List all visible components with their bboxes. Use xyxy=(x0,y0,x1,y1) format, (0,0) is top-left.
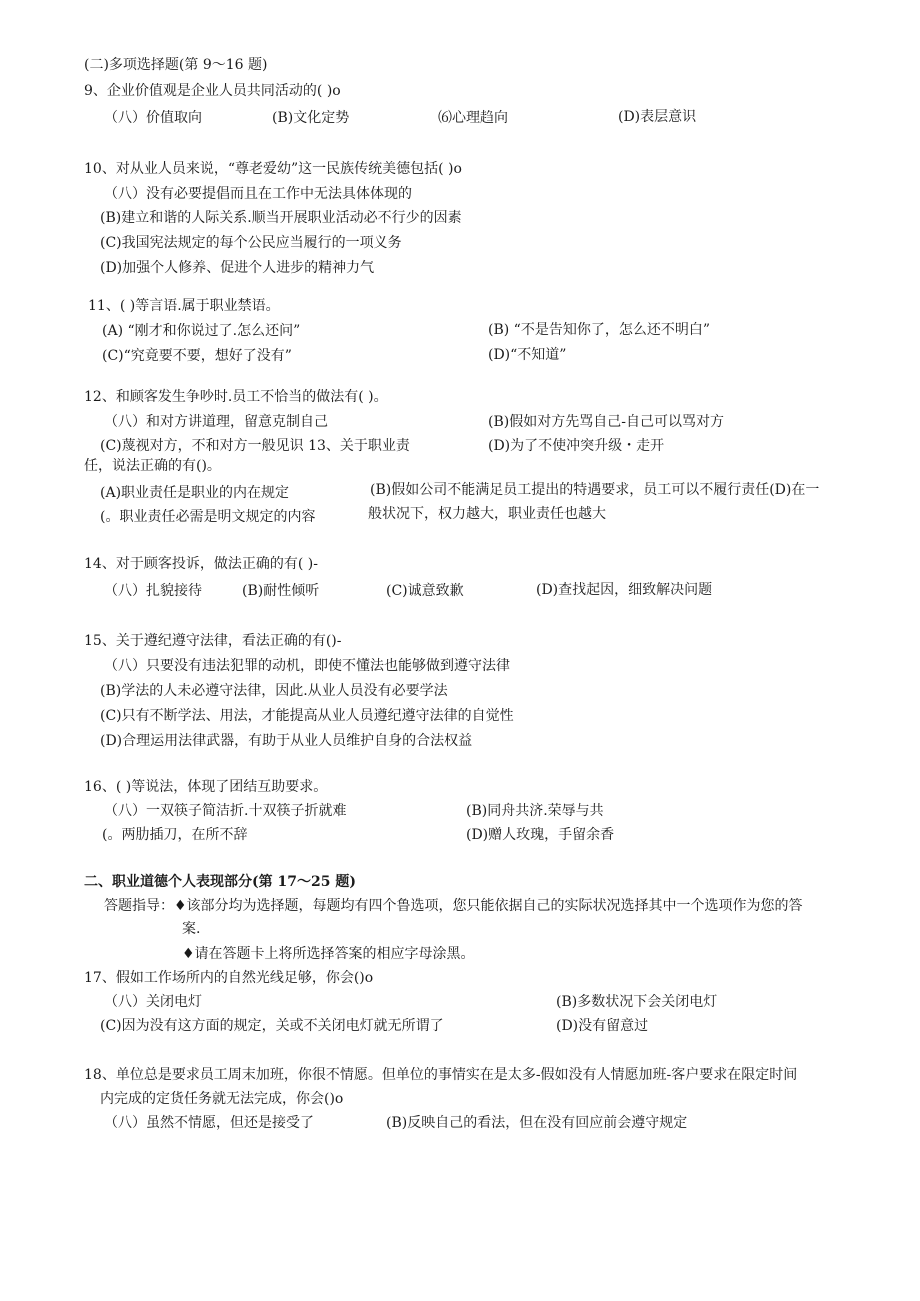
question-15-option-b: (B)学法的人未必遵守法律，因此.从业人员没有必要学法 xyxy=(100,683,448,699)
question-9-option-d: (D)表层意识 xyxy=(618,109,697,125)
question-10-option-d: (D)加强个人修养、促进个人进步的精神力气 xyxy=(100,260,375,276)
question-18-stem-line1: 18、单位总是要求员工周末加班，你很不情愿。但单位的事情实在是太多-假如没有人情愿加班-客户要求在限定时间 xyxy=(84,1067,798,1083)
question-15-option-d: (D)合理运用法律武器，有助于从业人员维护自身的合法权益 xyxy=(100,733,473,749)
question-9-option-b: (B)文化定势 xyxy=(272,110,350,126)
question-12-option-b: (B)假如对方先骂自己-自己可以骂对方 xyxy=(488,414,724,430)
answer-instruction-1-continued: 案. xyxy=(182,921,201,937)
question-12-option-c: (C)蔑视对方，不和对方一般见识 13、关于职业责 xyxy=(100,438,410,454)
question-10-option-b: (B)建立和谐的人际关系.顺当开展职业活动必不行少的因素 xyxy=(100,210,462,226)
question-9-option-c: ⑹心理趋向 xyxy=(438,110,508,126)
question-18-stem-line2: 内完成的定货任务就无法完成，你会()o xyxy=(100,1091,344,1107)
question-11-option-d: (D)“不知道” xyxy=(488,347,567,363)
section-heading-multiple-choice: (二)多项选择题(第 9～16 题) xyxy=(84,57,268,73)
question-10-option-c: (C)我国宪法规定的每个公民应当履行的一项义务 xyxy=(100,235,402,251)
question-11-stem: 11、( )等言语.属于职业禁语。 xyxy=(88,298,280,314)
question-9-stem: 9、企业价值观是企业人员共同活动的( )o xyxy=(84,83,341,99)
question-15-stem: 15、关于遵纪遵守法律，看法正确的有()- xyxy=(84,633,342,649)
question-18-option-b: (B)反映自己的看法，但在没有回应前会遵守规定 xyxy=(386,1115,688,1131)
question-12-option-a: （八）和对方讲道理，留意克制自己 xyxy=(104,414,328,430)
question-11-option-c: (C)“究竟要不要，想好了没有” xyxy=(102,348,292,364)
question-17-option-c: (C)因为没有这方面的规定，关或不关闭电灯就无所谓了 xyxy=(100,1018,444,1034)
question-17-option-a: （八）关闭电灯 xyxy=(104,994,202,1010)
question-9-option-a: （八）价值取向 xyxy=(104,110,202,126)
question-16-option-b: (B)同舟共济.荣辱与共 xyxy=(466,803,604,819)
question-13-option-c: (。职业责任必需是明文规定的内容 xyxy=(100,509,316,525)
question-14-option-a: （八）扎貌接待 xyxy=(104,583,202,599)
answer-instruction-2: ♦请在答题卡上将所选择答案的相应字母涂黑。 xyxy=(182,946,475,962)
question-17-stem: 17、假如工作场所内的自然光线足够，你会()o xyxy=(84,970,374,986)
question-13-stem-continued: 任，说法正确的有()。 xyxy=(84,458,221,474)
question-10-stem: 10、对从业人员来说，“尊老爱幼”这一民族传统美德包括( )o xyxy=(84,161,462,177)
question-10-option-a: （八）没有必要提倡而且在工作中无法具体体现的 xyxy=(104,186,412,202)
section-heading-personal-performance: 二、职业道德个人表现部分(第 17～25 题) xyxy=(84,874,356,890)
question-12-option-d: (D)为了不使冲突升级・走开 xyxy=(488,438,665,454)
question-13-option-b-line1: (B)假如公司不能满足员工提出的特遇要求，员工可以不履行责任(D)在一 xyxy=(370,482,820,498)
question-14-option-c: (C)诚意致歉 xyxy=(386,583,464,599)
question-16-stem: 16、( )等说法，体现了团结互助要求。 xyxy=(84,779,328,795)
question-18-option-a: （八）虽然不情愿，但还是接受了 xyxy=(104,1115,314,1131)
question-14-stem: 14、对于顾客投诉，做法正确的有( )- xyxy=(84,556,318,572)
question-13-option-b-line2: 般状况下，权力越大，职业责任也越大 xyxy=(368,506,606,522)
question-14-option-d: (D)查找起因，细致解决问题 xyxy=(536,582,713,598)
answer-instruction-1: 答题指导：♦该部分均为选择题，每题均有四个鲁选项，您只能依据自己的实际状况选择其中一个选项作为您的答 xyxy=(104,898,803,914)
question-15-option-a: （八）只要没有违法犯罪的动机，即使不懂法也能够做到遵守法律 xyxy=(104,658,510,674)
question-12-stem: 12、和顾客发生争吵时.员工不恰当的做法有( )。 xyxy=(84,389,388,405)
question-11-option-b: (B) “不是告知你了，怎么还不明白” xyxy=(488,322,710,338)
question-17-option-b: (B)多数状况下会关闭电灯 xyxy=(556,994,718,1010)
question-16-option-a: （八）一双筷子简洁折.十双筷子折就难 xyxy=(104,803,347,819)
question-17-option-d: (D)没有留意过 xyxy=(556,1018,649,1034)
question-15-option-c: (C)只有不断学法、用法，才能提高从业人员遵纪遵守法律的自觉性 xyxy=(100,708,514,724)
question-11-option-a: (A) “刚才和你说过了.怎么还问” xyxy=(102,323,301,339)
question-13-option-a: (A)职业责任是职业的内在规定 xyxy=(100,485,290,501)
question-16-option-d: (D)赠人玫瑰，手留余香 xyxy=(466,827,615,843)
question-16-option-c: (。两肋插刀，在所不辞 xyxy=(102,827,248,843)
question-14-option-b: (B)耐性倾听 xyxy=(242,583,320,599)
